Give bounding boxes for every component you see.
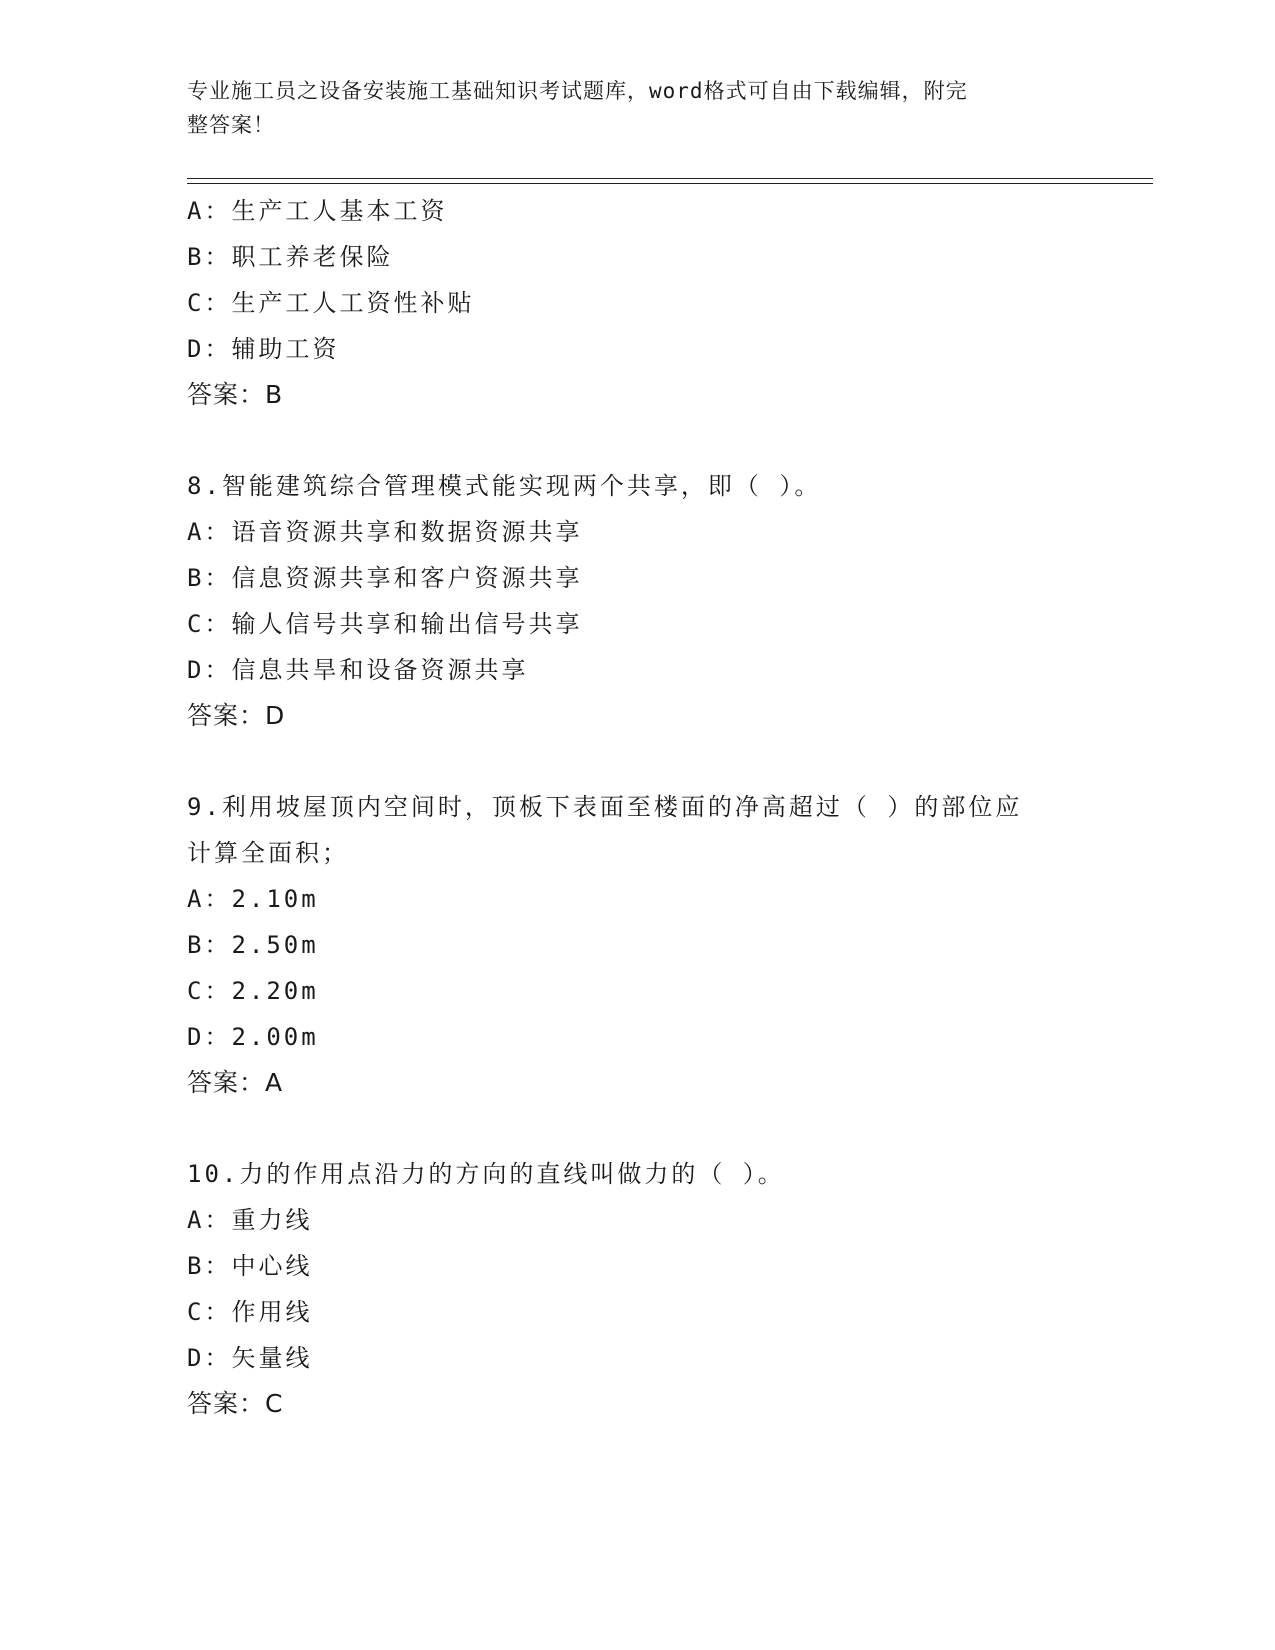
option-c: C：生产工人工资性补贴 (187, 289, 475, 317)
question-text-line-2: 计算全面积； (187, 839, 349, 867)
answer-line: 答案：B (187, 380, 284, 409)
option-c: C：作用线 (187, 1298, 313, 1326)
question-7-block (187, 188, 1087, 418)
header-line-1: 专业施工员之设备安装施工基础知识考试题库，word格式可自由下载编辑，附完 (187, 79, 968, 103)
question-8-block (187, 463, 1087, 739)
answer-line: 答案：A (187, 1068, 284, 1097)
option-d: D：信息共旱和设备资源共享 (187, 656, 529, 684)
option-b: B：信息资源共享和客户资源共享 (187, 564, 583, 592)
document-header (187, 74, 1067, 142)
question-10-block (187, 1151, 1087, 1427)
option-c: C：2.20m (187, 977, 319, 1005)
answer-line: 答案：C (187, 1389, 284, 1418)
question-text-line-1: 9.利用坡屋顶内空间时，顶板下表面至楼面的净高超过（ ）的部位应 (187, 793, 1023, 821)
option-d: D：辅助工资 (187, 335, 340, 363)
header-divider-top (187, 178, 1153, 179)
option-d: D：矢量线 (187, 1344, 313, 1372)
header-divider-bottom (187, 183, 1153, 184)
question-list (187, 188, 1087, 1427)
option-a: A：2.10m (187, 885, 319, 913)
option-b: B：中心线 (187, 1252, 313, 1280)
question-text: 10.力的作用点沿力的方向的直线叫做力的（ ）。 (187, 1160, 785, 1188)
option-a: A：重力线 (187, 1206, 313, 1234)
option-b: B：2.50m (187, 931, 319, 959)
question-9-block (187, 784, 1087, 1106)
option-d: D：2.00m (187, 1023, 319, 1051)
option-c: C：输人信号共享和输出信号共享 (187, 610, 583, 638)
question-text: 8.智能建筑综合管理模式能实现两个共享，即（ ）。 (187, 472, 822, 500)
option-b: B：职工养老保险 (187, 243, 394, 271)
option-a: A：生产工人基本工资 (187, 197, 448, 225)
option-a: A：语音资源共享和数据资源共享 (187, 518, 583, 546)
answer-line: 答案：D (187, 701, 286, 730)
header-line-2: 整答案！ (187, 113, 275, 137)
